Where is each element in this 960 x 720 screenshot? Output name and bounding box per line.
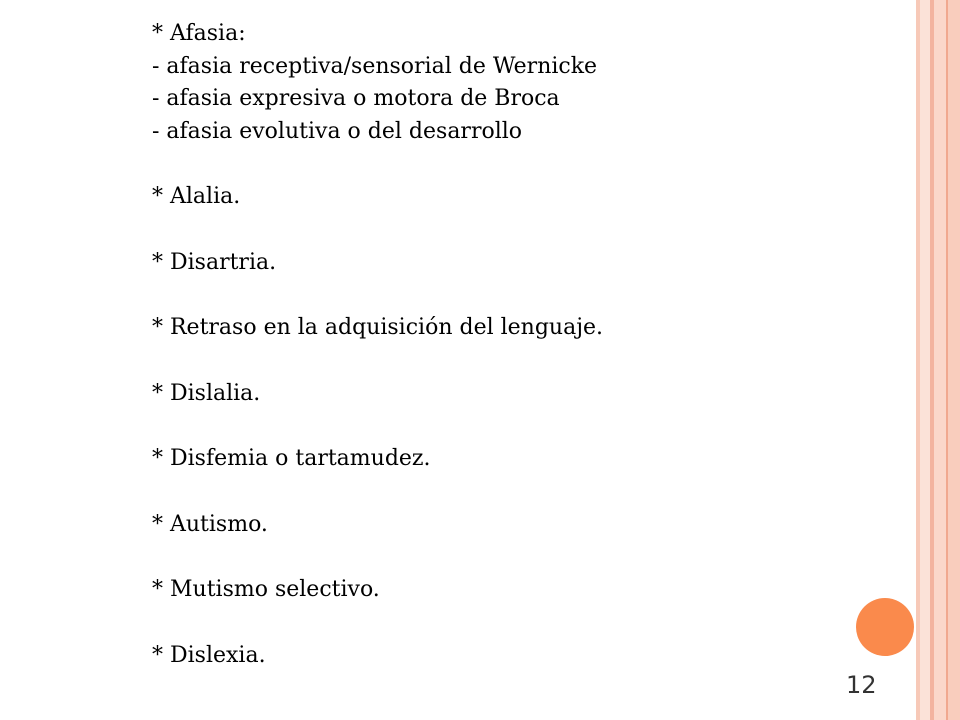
list-item: * Retraso en la adquisición del lenguaje.	[152, 315, 604, 340]
list-item: * Disartria.	[152, 249, 277, 275]
list-item: * Mutismo selectivo.	[152, 577, 380, 602]
list-item: * Dislalia.	[152, 380, 261, 406]
list-item: * Dislexia.	[152, 642, 266, 668]
afasia-subitem: - afasia expresiva o motora de Broca	[152, 86, 560, 111]
afasia-subitem: - afasia evolutiva o del desarrollo	[152, 118, 523, 144]
decorative-stripe	[920, 0, 930, 720]
spacer	[152, 541, 892, 574]
spacer	[152, 214, 892, 247]
spacer	[152, 607, 892, 640]
spacer	[152, 279, 892, 312]
afasia-heading: * Afasia:	[152, 21, 246, 46]
afasia-subitem: - afasia receptiva/sensorial de Wernicke	[152, 53, 598, 79]
spacer	[152, 345, 892, 378]
decorative-stripe	[934, 0, 946, 720]
page-number: 12	[846, 671, 877, 699]
list-item: * Alalia.	[152, 184, 241, 209]
spacer	[152, 476, 892, 509]
spacer	[152, 410, 892, 443]
decorative-stripe	[948, 0, 960, 720]
list-item: * Disfemia o tartamudez.	[152, 446, 431, 471]
slide-content	[152, 18, 892, 672]
spacer	[152, 148, 892, 181]
list-item: * Autismo.	[152, 511, 268, 537]
